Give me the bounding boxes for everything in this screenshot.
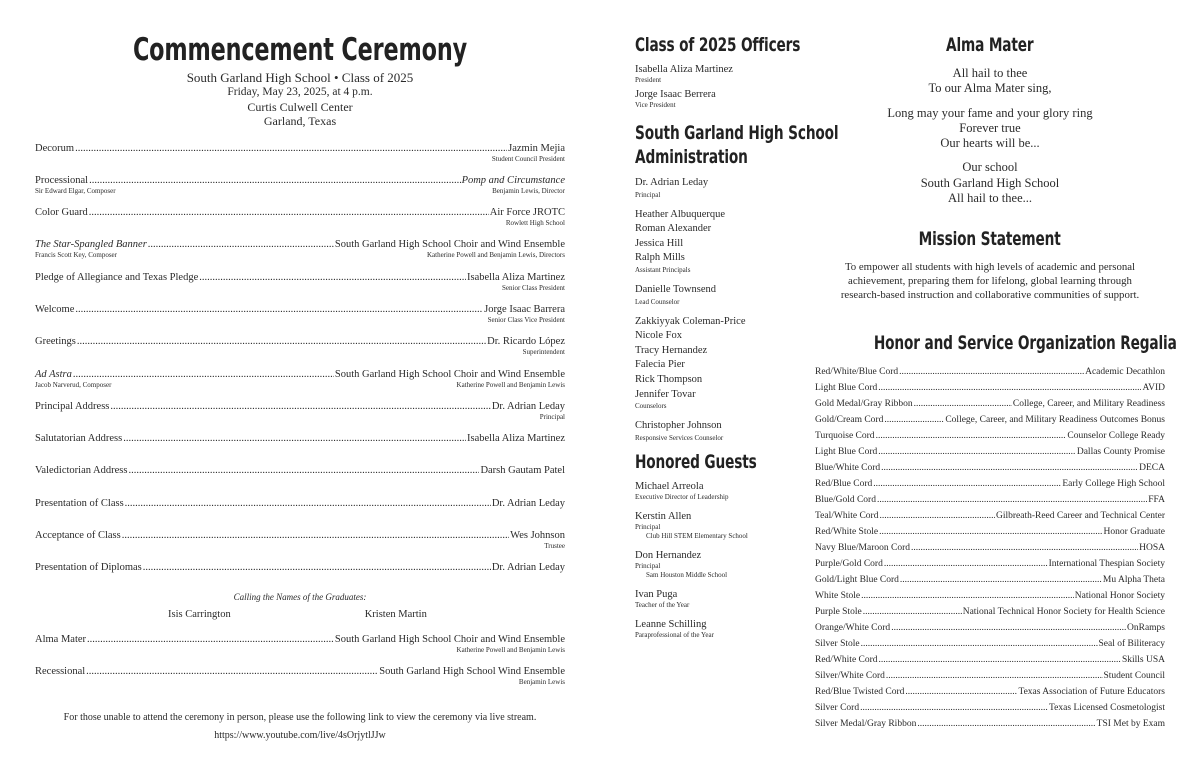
dot-leader <box>110 400 490 413</box>
regalia-item: Gold Medal/Gray Ribbon <box>815 399 913 410</box>
program-value: Wes Johnson <box>510 530 565 542</box>
dot-leader <box>89 174 460 187</box>
admin-role: Lead Counselor <box>635 297 680 306</box>
guests-title: Honored Guests <box>635 450 757 473</box>
regalia-org: AVID <box>1142 383 1165 394</box>
regalia-row <box>815 684 1165 700</box>
program-row <box>35 400 565 413</box>
guest-role: Paraprofessional of the Year <box>635 630 714 639</box>
regalia-item: Light Blue Cord <box>815 447 878 458</box>
program-value: Jazmin Mejia <box>508 142 565 154</box>
program-note-right: Benjamin Lewis, Director <box>492 186 565 195</box>
officer-name: Jorge Isaac Berrera <box>635 89 716 100</box>
program-value: South Garland High School Choir and Wind Ensemble <box>334 633 565 645</box>
dot-leader <box>879 652 1121 668</box>
admin-role: Assistant Principals <box>635 265 691 274</box>
regalia-org: Academic Decathlon <box>1085 367 1165 378</box>
program-item <box>35 368 565 400</box>
regalia-org: FFA <box>1148 495 1165 506</box>
regalia-org: Mu Alpha Theta <box>1102 575 1165 586</box>
regalia-row <box>815 540 1165 556</box>
officer-role: Vice President <box>635 101 676 109</box>
program-label: Processional <box>35 174 89 186</box>
program-notes <box>35 678 565 687</box>
program-list-end <box>35 633 565 698</box>
admin-group <box>635 176 815 200</box>
program-notes <box>35 413 565 422</box>
regalia-row <box>815 700 1165 716</box>
regalia-org: Honor Graduate <box>1103 527 1165 538</box>
program-note-left: Jacob Narverud, Composer <box>35 380 112 389</box>
admin-name: Heather Albuquerque <box>635 208 726 220</box>
dot-leader <box>143 561 491 574</box>
program-label: Principal Address <box>35 400 110 412</box>
regalia-row <box>815 668 1165 684</box>
guest-role: Executive Director of Leadership <box>635 492 729 501</box>
admin-title-line2: Administration <box>635 146 748 168</box>
admin-role: Responsive Services Counselor <box>635 433 724 442</box>
ceremony-title: Commencement Ceremony <box>132 32 468 68</box>
guest-name: Ivan Puga <box>635 588 678 600</box>
info-column <box>815 34 1177 732</box>
program-label: Salutatorian Address <box>35 433 123 445</box>
program-notes <box>35 187 565 196</box>
guest-school: Club Hill STEM Elementary School <box>646 531 748 540</box>
dot-leader <box>863 604 962 620</box>
regalia-item: Silver/White Cord <box>815 671 885 682</box>
admin-name: Rick Thompson <box>635 373 703 385</box>
program-row <box>35 174 565 187</box>
program-value: Dr. Adrian Leday <box>491 400 565 412</box>
program-note-right: Rowlett High School <box>505 219 565 228</box>
dot-leader <box>876 428 1067 444</box>
program-row <box>35 238 565 251</box>
program-note-right: Superintendent <box>522 348 565 357</box>
program-row <box>35 271 565 284</box>
guest-name: Kerstin Allen <box>635 510 692 522</box>
school-subtitle: South Garland High School • Class of 2025 <box>186 70 414 85</box>
regalia-item: Blue/White Cord <box>815 463 881 474</box>
regalia-item: Purple Stole <box>815 607 862 618</box>
regalia-row <box>815 476 1165 492</box>
regalia-org: College, Career, and Military Readiness <box>1012 399 1165 410</box>
guest-name: Don Hernandez <box>635 549 702 561</box>
program-note-left: Sir Edward Elgar, Composer <box>35 186 116 195</box>
admin-group <box>635 283 815 307</box>
program-note-right: Student Council President <box>491 154 565 163</box>
dot-leader <box>89 206 489 219</box>
regalia-item: Silver Cord <box>815 703 860 714</box>
program-label: Recessional <box>35 665 86 677</box>
officer-name: Isabella Aliza Martinez <box>635 64 733 75</box>
officer <box>635 64 815 85</box>
guest-role: Teacher of the Year <box>635 600 690 609</box>
alma-stanza <box>815 66 1165 97</box>
regalia-org: Dallas County Promise <box>1076 447 1165 458</box>
regalia-row <box>815 652 1165 668</box>
program-value: South Garland High School Choir and Wind Ensemble <box>334 239 565 251</box>
regalia-row <box>815 492 1165 508</box>
program-label: Presentation of Class <box>35 497 124 509</box>
program-label: Pledge of Allegiance and Texas Pledge <box>35 271 199 283</box>
regalia-row <box>815 524 1165 540</box>
regalia-org: Student Council <box>1103 671 1165 682</box>
dot-leader <box>900 572 1102 588</box>
regalia-item: Red/White/Blue Cord <box>815 367 899 378</box>
regalia-item: Navy Blue/Maroon Cord <box>815 543 910 554</box>
program-value: Darsh Gautam Patel <box>480 465 565 477</box>
program-item <box>35 142 565 174</box>
regalia-org: Gilbreath-Reed Career and Technical Center <box>995 511 1165 522</box>
admin-group <box>635 419 815 443</box>
regalia-org: Texas Licensed Cosmetologist <box>1049 703 1165 714</box>
admin-name: Jennifer Tovar <box>635 388 696 400</box>
program-label: Ad Astra <box>35 368 72 380</box>
regalia-row <box>815 444 1165 460</box>
program-value: Dr. Adrian Leday <box>491 497 565 509</box>
program-label: Alma Mater <box>35 633 87 645</box>
program-item <box>35 665 565 697</box>
dot-leader <box>911 540 1138 556</box>
admin-role: Principal <box>635 190 661 199</box>
program-note-right: Senior Class Vice President <box>487 315 565 324</box>
regalia-org: College, Career, and Military Readiness Outcomes Bonus <box>945 415 1165 426</box>
regalia-org: Seal of Biliteracy <box>1098 639 1165 650</box>
regalia-row <box>815 364 1165 380</box>
regalia-org: Texas Association of Future Educators <box>1018 687 1165 698</box>
admin-name: Roman Alexander <box>635 223 712 235</box>
dot-leader <box>860 700 1048 716</box>
program-label: Welcome <box>35 303 75 315</box>
regalia-org: HOSA <box>1139 543 1165 554</box>
guest-school: Sam Houston Middle School <box>646 570 728 579</box>
program-note-left: Francis Scott Key, Composer <box>35 251 117 260</box>
dot-leader <box>884 412 944 428</box>
guest <box>635 481 815 502</box>
program-item <box>35 238 565 270</box>
admin-name: Dr. Adrian Leday <box>635 177 709 188</box>
program-value: Dr. Adrian Leday <box>491 562 565 574</box>
administration-list <box>635 176 815 443</box>
dot-leader <box>873 476 1061 492</box>
alma-line: Our hearts will be... <box>940 136 1040 151</box>
program-note-right: Trustee <box>544 542 565 551</box>
program-row <box>35 529 565 542</box>
program-label: Valedictorian Address <box>35 465 128 477</box>
program-label: Acceptance of Class <box>35 530 121 542</box>
program-row <box>35 335 565 348</box>
admin-role: Counselors <box>635 402 667 411</box>
program-value: Isabella Aliza Martinez <box>467 271 565 283</box>
admin-name: Christopher Johnson <box>635 420 722 432</box>
regalia-row <box>815 508 1165 524</box>
admin-name: Jessica Hill <box>635 237 684 249</box>
program-label: The Star-Spangled Banner <box>35 239 147 251</box>
program-row <box>35 142 565 155</box>
admin-name: Danielle Townsend <box>635 283 717 295</box>
mission-title: Mission Statement <box>918 228 1061 251</box>
alma-line: To our Alma Mater sing, <box>928 81 1052 96</box>
program-note-right: Katherine Powell and Benjamin Lewis <box>456 380 565 389</box>
program-label: Greetings <box>35 336 76 348</box>
guest <box>635 511 815 541</box>
program-notes <box>35 155 565 164</box>
regalia-row <box>815 460 1165 476</box>
program-notes <box>35 284 565 293</box>
guests-list <box>635 481 815 640</box>
program-item <box>35 303 565 335</box>
regalia-org: National Honor Society <box>1074 591 1165 602</box>
program-value: Pomp and Circumstance <box>461 174 565 186</box>
alma-stanza <box>815 106 1165 152</box>
program-row <box>35 497 565 510</box>
program-row <box>35 464 565 477</box>
dot-leader <box>878 380 1141 396</box>
program-column <box>35 32 565 697</box>
guest <box>635 619 815 640</box>
program-item <box>35 464 565 496</box>
program-notes <box>35 251 565 260</box>
dot-leader <box>879 508 995 524</box>
program-item <box>35 400 565 432</box>
graduate-readers <box>35 609 565 620</box>
alma-line: Forever true <box>959 120 1021 135</box>
admin-name: Nicole Fox <box>635 330 682 342</box>
program-item <box>35 497 565 529</box>
regalia-row <box>815 620 1165 636</box>
program-row <box>35 368 565 381</box>
regalia-row <box>815 396 1165 412</box>
program-notes <box>35 316 565 325</box>
regalia-item: Purple/Gold Cord <box>815 559 883 570</box>
regalia-org: OnRamps <box>1127 623 1165 634</box>
regalia-org: DECA <box>1139 463 1165 474</box>
program-value: Jorge Isaac Barrera <box>484 303 565 315</box>
program-item <box>35 206 565 238</box>
regalia-row <box>815 428 1165 444</box>
dot-leader <box>75 142 507 155</box>
dot-leader <box>125 497 491 510</box>
regalia-row <box>815 636 1165 652</box>
regalia-row <box>815 716 1165 732</box>
alma-line: Long may your fame and your glory ring <box>887 105 1093 120</box>
regalia-org: Early College High School <box>1062 479 1165 490</box>
dot-leader <box>86 665 378 678</box>
guest-name: Michael Arreola <box>635 480 704 492</box>
program-note-right: Principal <box>539 412 565 421</box>
regalia-item: Red/White Stole <box>815 527 879 538</box>
regalia-item: Turquoise Cord <box>815 431 875 442</box>
guest-role: Principal <box>635 561 661 570</box>
alma-mater-lyrics <box>815 66 1165 206</box>
regalia-item: Orange/White Cord <box>815 623 891 634</box>
dot-leader <box>123 432 466 445</box>
guest <box>635 550 815 580</box>
regalia-item: Teal/White Cord <box>815 511 879 522</box>
officer-role: President <box>635 76 662 84</box>
program-row <box>35 665 565 678</box>
admin-name: Zakkiyyak Coleman-Price <box>635 315 746 327</box>
calling-names-heading: Calling the Names of the Graduates: <box>233 591 367 602</box>
program-row <box>35 432 565 445</box>
admin-name: Tracy Hernandez <box>635 344 708 356</box>
alma-line: Our school <box>962 160 1018 175</box>
program-label: Decorum <box>35 142 75 154</box>
regalia-item: White Stole <box>815 591 861 602</box>
regalia-org: TSI Met by Exam <box>1096 719 1165 730</box>
program-label: Color Guard <box>35 207 88 219</box>
regalia-item: Silver Stole <box>815 639 860 650</box>
mission-text: To empower all students with high levels of academic and personal achievement, preparing them for lifelong, global learning through research-based instruction and collaborative communities of support. <box>840 261 1140 302</box>
regalia-org: National Technical Honor Society for Health Science <box>962 607 1165 618</box>
regalia-row <box>815 380 1165 396</box>
program-row <box>35 206 565 219</box>
program-value: Dr. Ricardo López <box>487 336 565 348</box>
program-row <box>35 303 565 316</box>
dot-leader <box>905 684 1017 700</box>
dot-leader <box>884 556 1048 572</box>
alma-mater-title: Alma Mater <box>946 34 1034 56</box>
program-notes <box>35 348 565 357</box>
program-value: South Garland High School Wind Ensemble <box>379 665 565 677</box>
program-list <box>35 142 565 594</box>
regalia-row <box>815 412 1165 428</box>
program-notes <box>35 542 565 551</box>
regalia-row <box>815 588 1165 604</box>
graduate-reader: Isis Carrington <box>168 608 231 620</box>
admin-name: Ralph Mills <box>635 252 685 264</box>
regalia-item: Silver Medal/Gray Ribbon <box>815 719 917 730</box>
officers-list <box>635 64 815 110</box>
program-value: Isabella Aliza Martinez <box>467 433 565 445</box>
program-notes <box>35 219 565 228</box>
dot-leader <box>75 303 483 316</box>
program-value: Air Force JROTC <box>489 207 565 219</box>
program-note-right: Katherine Powell and Benjamin Lewis <box>456 645 565 654</box>
dot-leader <box>87 633 334 646</box>
regalia-row <box>815 572 1165 588</box>
program-note-right: Senior Class President <box>502 283 565 292</box>
alma-line: South Garland High School <box>920 175 1060 190</box>
livestream-text: For those unable to attend the ceremony in person, please use the following link to view the ceremony via live stream. <box>63 712 537 723</box>
admin-name: Falecia Pier <box>635 359 685 371</box>
program-note-right: Benjamin Lewis <box>518 677 565 686</box>
program-item <box>35 335 565 367</box>
dot-leader <box>861 588 1074 604</box>
dot-leader <box>881 460 1138 476</box>
program-item <box>35 271 565 303</box>
dot-leader <box>128 464 479 477</box>
regalia-item: Red/Blue Cord <box>815 479 873 490</box>
program-item <box>35 432 565 464</box>
dot-leader <box>878 444 1076 460</box>
regalia-row <box>815 556 1165 572</box>
ceremony-date: Friday, May 23, 2025, at 4 p.m. <box>227 86 373 98</box>
dot-leader <box>122 529 509 542</box>
program-item <box>35 529 565 561</box>
program-row <box>35 561 565 574</box>
officers-title: Class of 2025 Officers <box>635 34 801 56</box>
dot-leader <box>886 668 1103 684</box>
program-item <box>35 174 565 206</box>
regalia-item: Blue/Gold Cord <box>815 495 876 506</box>
program-note-right: Katherine Powell and Benjamin Lewis, Directors <box>426 251 565 260</box>
ceremony-city: Garland, Texas <box>263 113 337 128</box>
alma-stanza <box>815 160 1165 206</box>
ceremony-venue: Curtis Culwell Center <box>247 99 353 114</box>
regalia-item: Red/Blue Twisted Cord <box>815 687 905 698</box>
regalia-org: Skills USA <box>1121 655 1165 666</box>
livestream-note <box>35 709 565 745</box>
dot-leader <box>891 620 1126 636</box>
livestream-link[interactable]: https://www.youtube.com/live/4sOrjytlJJw <box>214 730 386 741</box>
program-item <box>35 633 565 665</box>
regalia-org: International Thespian Society <box>1048 559 1165 570</box>
regalia-item: Gold/Cream Cord <box>815 415 884 426</box>
program-value: South Garland High School Choir and Wind Ensemble <box>334 368 565 380</box>
regalia-org: Counselor College Ready <box>1067 431 1165 442</box>
program-notes <box>35 381 565 390</box>
dot-leader <box>148 238 334 251</box>
regalia-row <box>815 604 1165 620</box>
graduate-reader: Kristen Martin <box>364 608 427 620</box>
dot-leader <box>917 716 1095 732</box>
dot-leader <box>879 524 1102 540</box>
alma-line: All hail to thee <box>952 66 1028 80</box>
regalia-item: Gold/Light Blue Cord <box>815 575 899 586</box>
dot-leader <box>77 335 486 348</box>
regalia-item: Red/White Cord <box>815 655 878 666</box>
program-label: Presentation of Diplomas <box>35 562 142 574</box>
program-item <box>35 561 565 593</box>
regalia-title: Honor and Service Organization Regalia <box>873 332 1177 355</box>
regalia-list <box>815 364 1165 732</box>
admin-title-line1: South Garland High School <box>635 122 839 144</box>
program-notes <box>35 646 565 655</box>
officer <box>635 89 815 110</box>
alma-line: All hail to thee... <box>947 191 1032 206</box>
dot-leader <box>877 492 1147 508</box>
dot-leader <box>899 364 1084 380</box>
regalia-item: Light Blue Cord <box>815 383 878 394</box>
guest-role: Principal <box>635 522 661 531</box>
dot-leader <box>914 396 1012 412</box>
dot-leader <box>199 271 466 284</box>
dot-leader <box>73 368 334 381</box>
guest-name: Leanne Schilling <box>635 618 707 630</box>
admin-group <box>635 315 815 412</box>
guest <box>635 589 815 610</box>
dot-leader <box>861 636 1098 652</box>
program-row <box>35 633 565 646</box>
admin-group <box>635 208 815 275</box>
